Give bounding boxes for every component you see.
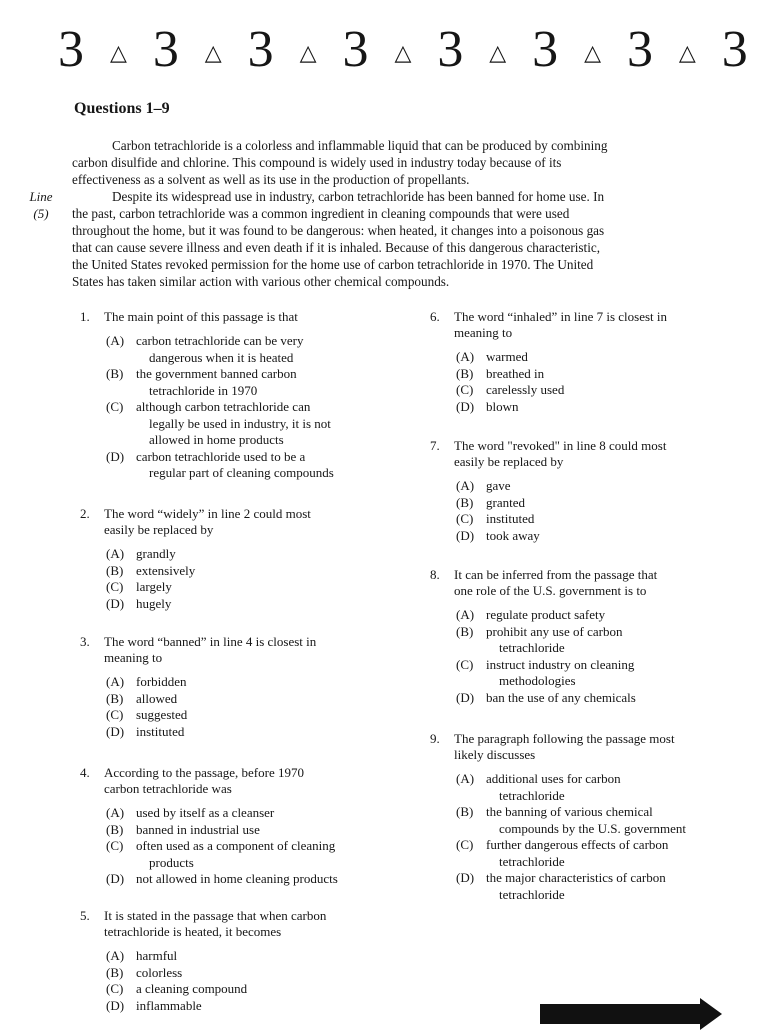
answer-option[interactable] [80,871,400,888]
answer-option[interactable] [430,870,740,903]
answer-option[interactable] [80,998,400,1015]
section-number: 3 [626,21,653,78]
question-stem-line: The word “inhaled” in line 7 is closest in [454,309,668,324]
line-number-label: (5) [33,206,49,221]
section-number: 3 [58,21,84,78]
triangle-icon: △ [109,40,127,65]
option-text: the major characteristics of carbon [486,870,666,885]
option-text: used by itself as a cleanser [136,805,275,820]
option-text: inflammable [136,997,202,1013]
question-stem [80,309,400,325]
question-number: 8. [430,567,440,582]
option-letter: (A) [456,349,475,364]
question-number: 1. [80,309,90,324]
option-text: took away [486,527,540,543]
option-letter: (B) [106,562,124,578]
question-stem-line: meaning to [454,325,513,340]
answer-option[interactable] [80,563,400,580]
option-letter: (C) [106,981,124,996]
option-text: extensively [136,562,196,578]
triangle-icon: △ [204,40,222,65]
option-letter: (C) [456,656,474,672]
option-letter: (A) [456,607,475,622]
answer-option[interactable] [80,724,400,741]
question-stem-line: The word "revoked" in line 8 could most [454,438,667,453]
question-stem-line: It is stated in the passage that when carbon [104,908,327,923]
option-letter: (C) [106,838,124,853]
answer-option[interactable] [80,965,400,982]
option-letter: (C) [106,707,124,722]
question-stem [80,908,400,940]
question-number: 9. [430,731,440,746]
question-stem-line: easily be replaced by [104,522,214,537]
questions-heading: Questions 1–9 [74,100,170,117]
option-letter: (A) [106,674,125,689]
option-text: dangerous when it is heated [149,349,294,365]
option-letter: (B) [456,494,474,510]
option-letter: (B) [106,964,124,980]
option-text: gave [486,478,511,493]
option-letter: (C) [456,837,474,852]
answer-option[interactable] [80,366,400,399]
section-number: 3 [247,21,274,78]
triangle-icon: △ [299,40,317,65]
option-letter: (B) [456,365,474,381]
option-letter: (A) [456,771,475,786]
question-stem-line: The paragraph following the passage most [454,731,675,746]
option-text: regulate product safety [486,607,606,622]
triangle-icon: △ [489,40,507,65]
option-text: instruct industry on cleaning [486,656,635,672]
question-stem-line: tetrachloride is heated, it becomes [104,924,282,939]
question-number: 4. [80,765,90,780]
section-header [58,22,748,78]
answer-option[interactable] [80,579,400,596]
question-stem-line: It can be inferred from the passage that [454,567,658,582]
option-letter: (A) [106,805,125,820]
triangle-icon: △ [584,40,602,65]
option-text: forbidden [136,674,187,689]
option-letter: (D) [456,527,475,543]
answer-option[interactable] [80,596,400,613]
question-7 [430,438,740,544]
answer-option[interactable] [430,804,740,837]
option-text: blown [486,398,519,414]
answer-option[interactable] [430,478,740,495]
question-stem-line: one role of the U.S. government is to [454,583,647,598]
option-text: suggested [136,707,188,722]
section-number: 3 [152,21,179,78]
reading-passage [72,137,724,290]
option-text: breathed in [486,365,545,381]
question-stem [430,438,740,470]
answer-option[interactable] [430,366,740,383]
question-stem-line: likely discusses [454,747,536,762]
answer-option[interactable] [430,771,740,804]
option-text: carbon tetrachloride can be very [136,333,304,348]
question-stem-line: The word “banned” in line 4 is closest in [104,634,317,649]
option-letter: (D) [456,689,475,705]
option-letter: (D) [106,448,125,464]
option-text: the banning of various chemical [486,804,653,819]
option-text: grandly [136,546,176,561]
question-4 [80,765,400,888]
option-letter: (B) [456,623,474,639]
option-text: instituted [486,511,535,526]
go-on-bar [540,1004,700,1024]
answer-option[interactable] [430,690,740,707]
option-letter: (C) [456,382,474,397]
option-letter: (D) [106,871,125,886]
question-number: 7. [430,438,440,453]
answer-option[interactable] [430,349,740,366]
option-text: instituted [136,723,185,739]
option-text: carelessly used [486,382,565,397]
option-letter: (A) [106,948,125,963]
question-stem [80,765,400,797]
answer-option[interactable] [80,333,400,366]
triangle-icon: △ [678,40,696,65]
option-letter: (A) [106,333,125,348]
question-number: 2. [80,506,90,521]
option-letter: (C) [106,399,124,414]
question-2 [80,506,400,612]
passage-line: Carbon tetrachloride is a colorless and inflammable liquid that can be produced by combining [112,138,608,153]
answer-option[interactable] [80,805,400,822]
question-number: 6. [430,309,440,324]
option-text: additional uses for carbon [486,771,621,786]
option-text: allowed in home products [149,432,284,447]
answer-option[interactable] [80,674,400,691]
question-number: 5. [80,908,90,923]
answer-option[interactable] [430,528,740,545]
option-text: often used as a component of cleaning [136,838,336,853]
answer-option[interactable] [430,382,740,399]
answer-option[interactable] [80,838,400,871]
question-stem-line: easily be replaced by [454,454,564,469]
question-8 [430,567,740,706]
answer-option[interactable] [430,657,740,690]
question-stem-line: The word “widely” in line 2 could most [104,506,311,521]
answer-option[interactable] [430,495,740,512]
question-1 [80,309,400,482]
option-letter: (A) [106,546,125,561]
option-letter: (B) [106,690,124,706]
option-text: granted [486,494,525,510]
option-letter: (D) [106,595,125,611]
option-text: the government banned carbon [136,366,297,381]
option-text: tetrachloride [499,886,565,902]
passage-line: effectiveness as a solvent as well as its use in the production of propellants. [72,172,470,187]
question-3 [80,634,400,740]
option-text: although carbon tetrachloride can [136,399,311,414]
option-text: methodologies [499,673,576,688]
question-9 [430,731,740,903]
answer-option[interactable] [80,691,400,708]
option-text: warmed [486,349,528,364]
option-letter: (D) [106,723,125,739]
option-letter: (B) [456,804,474,819]
option-text: ban the use of any chemicals [486,689,636,705]
question-stem [80,634,400,666]
option-text: tetrachloride [499,640,565,655]
passage-line: that can cause severe illness and even death if it is inhaled. Because of this dangerous characteristic, [72,240,601,255]
passage-line: States has taken similar action with various other chemical compounds. [72,274,450,289]
option-text: a cleaning compound [136,981,248,996]
answer-option[interactable] [430,837,740,870]
answer-option[interactable] [80,449,400,482]
option-letter: (B) [106,366,124,381]
passage-line: carbon disulfide and chlorine. This compound is widely used in industry today because of its [72,155,562,170]
option-text: hugely [136,595,172,611]
question-stem-line: The main point of this passage is that [104,309,298,324]
option-text: tetrachloride [499,787,565,803]
option-text: tetrachloride in 1970 [149,382,258,398]
question-stem-line: meaning to [104,650,163,665]
option-text: products [149,854,194,870]
option-letter: (A) [456,478,475,493]
option-text: compounds by the U.S. government [499,820,687,836]
question-stem-line: According to the passage, before 1970 [104,765,304,780]
question-stem-line: carbon tetrachloride was [104,781,232,796]
answer-option[interactable] [430,607,740,624]
option-letter: (C) [456,511,474,526]
question-number: 3. [80,634,90,649]
answer-option[interactable] [430,511,740,528]
answer-option[interactable] [80,707,400,724]
section-number: 3 [342,21,369,78]
option-text: banned in industrial use [136,821,260,837]
answer-option[interactable] [80,399,400,449]
answer-option[interactable] [80,822,400,839]
question-stem [430,731,740,763]
question-stem [80,506,400,538]
option-text: not allowed in home cleaning products [136,871,338,886]
answer-option[interactable] [430,624,740,657]
option-text: legally be used in industry, it is not [149,415,331,431]
answer-option[interactable] [430,399,740,416]
option-letter: (D) [456,870,475,885]
option-text: tetrachloride [499,853,565,869]
arrow-right-icon [700,998,722,1030]
answer-option[interactable] [80,981,400,998]
answer-option[interactable] [80,546,400,563]
option-letter: (D) [456,398,475,414]
option-text: further dangerous effects of carbon [486,837,669,852]
option-text: largely [136,579,172,594]
option-text: carbon tetrachloride used to be a [136,448,306,464]
passage-line: Despite its widespread use in industry, carbon tetrachloride has been banned for home use. In [112,189,605,204]
section-number: 3 [532,21,559,78]
question-stem [430,309,740,341]
line-label: Line [29,189,53,204]
option-text: colorless [136,964,183,980]
passage-line: throughout the home, but it was found to be dangerous: when heated, it changes into a poisonous gas [72,223,605,238]
option-letter: (B) [106,821,124,837]
triangle-icon: △ [394,40,412,65]
section-number: 3 [721,21,748,78]
option-letter: (C) [106,579,124,594]
option-text: allowed [136,690,178,706]
option-text: prohibit any use of carbon [486,623,623,639]
question-6 [430,309,740,415]
option-text: regular part of cleaning compounds [149,465,334,480]
option-text: harmful [136,948,178,963]
passage-line: the past, carbon tetrachloride was a common ingredient in cleaning compounds that were used [72,206,570,221]
question-stem [430,567,740,599]
question-5 [80,908,400,1014]
option-letter: (D) [106,997,125,1013]
section-number: 3 [437,21,464,78]
answer-option[interactable] [80,948,400,965]
passage-line: the United States revoked permission for the home use of carbon tetrachloride in 1970. The United [72,257,594,272]
